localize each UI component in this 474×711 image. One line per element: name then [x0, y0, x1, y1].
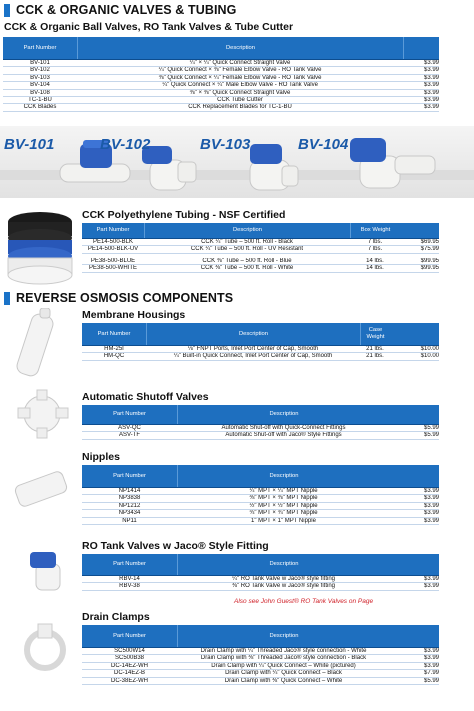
table-row [82, 510, 439, 517]
table-body [82, 576, 439, 591]
cell-desc: CCK ⅜" Tube – 500 ft. Roll - White [200, 265, 294, 272]
cell-desc: ¼" Quick Connect × ¼" Male Elbow Valve - RO Tank Valve [162, 82, 318, 89]
banner-label-bv104: BV-104 [298, 136, 349, 153]
cell-price: $3.99 [403, 75, 439, 81]
section-header-ro [4, 291, 233, 305]
cell-weight: 21 lbs. [366, 346, 384, 352]
cross-reference-note: Also see John Guest® RO Tank Valves on Page [234, 598, 374, 605]
cell-desc: CCK Tube Cutter [217, 96, 263, 103]
cell-desc: Automatic Shut-off with Quick-Connect Fittings [221, 425, 346, 431]
cell-part: TC-1-BU [28, 96, 52, 103]
drain-clamp-image [18, 622, 72, 672]
cell-price: $69.95 [400, 239, 439, 245]
tank-valve-image [26, 546, 72, 594]
cell-desc: ¼" Quick Connect × ⅜" Female Elbow Valve - RO Tank Valve [158, 67, 322, 74]
cell-desc: Automatic Shut-off with Jaco® Style Fittings [225, 432, 342, 439]
membrane-table [82, 323, 439, 361]
col-header-part: Part Number [113, 561, 146, 568]
cell-weight: 14 lbs. [366, 265, 384, 272]
cell-part: BV-101 [30, 60, 50, 66]
subsection-title-membrane: Membrane Housings [82, 309, 186, 321]
table-header [82, 625, 439, 648]
cell-desc: Drain Clamp with ¼" Threaded Jaco® style connection - White [200, 648, 367, 654]
cell-part: RBV-14 [119, 576, 140, 582]
table-row [82, 495, 439, 502]
cell-price: $3.99 [390, 503, 439, 509]
cell-price: $3.99 [403, 67, 439, 73]
col-header-desc: Description [77, 37, 403, 59]
table-row [82, 265, 439, 272]
cell-price: $5.99 [390, 678, 439, 684]
cell-part: DC-38EZ-WH [111, 677, 148, 684]
cell-part: BV-104 [30, 82, 50, 89]
cell-desc: ⅜" RO Tank Valve w Jaco® style fitting [231, 583, 336, 590]
table-row [82, 503, 439, 510]
cell-price: $3.99 [390, 583, 439, 589]
cell-desc: ¼" Built-in Quick Connect, Inlet Port Center of Cap, Smooth [173, 353, 333, 360]
table-body [3, 60, 439, 112]
cell-price: $7.99 [390, 670, 439, 676]
section-header-cck [4, 3, 237, 17]
cell-part: RBV-38 [119, 583, 140, 590]
membrane-housing-image [14, 308, 70, 380]
table-header [82, 223, 439, 239]
cell-desc: ¼" × ¼" Quick Connect Straight Valve [189, 60, 291, 66]
cell-part: PE38-500-WHITE [88, 265, 137, 272]
cell-part: NP3434 [118, 510, 141, 517]
nipple-fitting-image [10, 468, 72, 516]
subsection-title-tubing: CCK Polyethylene Tubing - NSF Certified [82, 209, 286, 221]
banner-label-bv101: BV-101 [4, 136, 55, 153]
table-row [82, 670, 439, 677]
cell-desc: CCK ¼" Tube – 500 ft. Roll - UV Resistant [190, 246, 304, 253]
subsection-title-shutoff: Automatic Shutoff Valves [82, 391, 209, 403]
table-row [82, 432, 439, 439]
shutoff-table [82, 405, 439, 440]
cell-desc: ¼" RO Tank Valve w Jaco® style fitting [231, 576, 336, 582]
cell-part: BV-108 [30, 89, 50, 96]
col-header-desc: Description [177, 625, 390, 647]
col-header-desc: Description [177, 405, 390, 424]
table-body [82, 648, 439, 685]
table-row [3, 60, 439, 67]
cell-price: $5.99 [390, 425, 439, 431]
cell-part: DC-14EZ-B [113, 670, 145, 677]
cell-part: PE14-500-BLK-UV [87, 246, 139, 253]
cell-price: $3.99 [403, 82, 439, 88]
col-header-part: Part Number [113, 472, 146, 479]
table-body [82, 425, 439, 440]
cell-price: $3.99 [390, 576, 439, 582]
table-row [82, 425, 439, 432]
nipples-table [82, 465, 439, 525]
cell-desc: Drain Clamp with ⅜" Threaded Jaco® style connection - Black [200, 655, 367, 662]
drain-table [82, 625, 439, 685]
cell-price: $3.99 [403, 104, 439, 110]
section-title: REVERSE OSMOSIS COMPONENTS [16, 291, 234, 305]
table-row [82, 353, 439, 360]
col-header-weight: Box Weight [350, 223, 400, 238]
table-row [82, 488, 439, 495]
cell-price: $99.95 [400, 265, 439, 271]
col-header-part: Part Number [96, 227, 130, 234]
table-row [82, 239, 439, 246]
cell-part: NP1212 [118, 502, 141, 509]
valves-banner-image [0, 126, 474, 198]
table-row [82, 583, 439, 590]
cell-price: $3.99 [403, 97, 439, 103]
cell-price: $99.95 [400, 258, 439, 264]
cell-price: $3.99 [403, 60, 439, 66]
tankvalves-table [82, 554, 439, 591]
table-header [3, 37, 439, 60]
table-row [3, 104, 439, 111]
banner-label-bv103: BV-103 [200, 136, 251, 153]
cell-price: $3.99 [390, 510, 439, 516]
tubing-rolls-image [4, 208, 76, 286]
cell-price: $3.99 [390, 518, 439, 524]
cell-desc: Drain Clamp with ¼" Quick Connect – White (pictured) [211, 662, 356, 669]
table-row [82, 663, 439, 670]
section-title: CCK & ORGANIC VALVES & TUBING [16, 3, 237, 17]
table-header [82, 405, 439, 425]
cell-desc: ⅜" Quick Connect × ¼" Female Elbow Valve - RO Tank Valve [158, 74, 322, 81]
cell-part: HM-QC [103, 353, 125, 360]
cell-price: $3.99 [390, 488, 439, 494]
cell-desc: CCK ¼" Tube – 500 ft. Roll - Black [201, 239, 293, 245]
cell-desc: ½" MPT × ½" MPT Nipple [249, 502, 318, 509]
tubing-table [82, 223, 439, 273]
cell-weight: 14 lbs. [366, 257, 384, 264]
table-row [82, 246, 439, 253]
table-row [3, 97, 439, 104]
col-header-desc: Description [144, 223, 350, 238]
cell-desc: CCK ⅜" Tube – 500 ft. Roll - Blue [202, 257, 292, 264]
cell-part: NP11 [122, 517, 137, 524]
cell-part: DC-14EZ-WH [111, 662, 148, 669]
cell-desc: ⅜" × ⅜" Quick Connect Straight Valve [189, 89, 291, 96]
table-row [82, 258, 439, 265]
cell-price: $10.00 [390, 353, 439, 359]
cell-desc: ⅜" MPT × ⅜" MPT Nipple [249, 495, 318, 502]
cell-part: SC500B38 [114, 655, 145, 662]
shutoff-valve-image [16, 388, 70, 440]
table-row [82, 678, 439, 685]
cell-desc: ⅛" FNPT Ports, Inlet Port Center of Cap, Smooth [187, 346, 319, 352]
cell-price: $3.99 [390, 663, 439, 669]
table-body [82, 346, 439, 361]
table-row [82, 518, 439, 525]
subsection-title-valves: CCK & Organic Ball Valves, RO Tank Valves & Tube Cutter [4, 21, 294, 33]
cell-part: NP3838 [118, 495, 141, 502]
col-header-part: Part Number [23, 44, 57, 51]
col-header-part: Part Number [113, 632, 146, 639]
col-header-desc: Description [177, 554, 390, 575]
table-header [82, 554, 439, 576]
table-row [82, 346, 439, 353]
cell-price: $3.99 [390, 495, 439, 501]
cell-price: $10.00 [390, 346, 439, 352]
table-row [82, 648, 439, 655]
subsection-title-tankvalves: RO Tank Valves w Jaco® Style Fitting [82, 540, 269, 552]
cell-part: BV-102 [30, 67, 50, 74]
cell-price: $75.99 [400, 246, 439, 252]
section-accent-bar [4, 292, 10, 305]
banner-label-bv102: BV-102 [100, 136, 151, 153]
cell-part: CCK Blades [23, 104, 57, 111]
cell-weight: 7 lbs. [367, 239, 383, 245]
cell-part: PE38-500-BLUE [90, 257, 136, 264]
cell-part: PE14-500-BLK [92, 239, 134, 245]
subsection-title-nipples: Nipples [82, 451, 120, 463]
cell-price: $3.99 [390, 648, 439, 654]
cell-part: NP1414 [118, 488, 141, 494]
cell-desc: Drain Clamp with ¼" Quick Connect – Black [225, 670, 342, 677]
valves-table [3, 37, 439, 112]
cell-price: $5.99 [390, 432, 439, 438]
col-header-desc: Description [146, 323, 360, 345]
cell-desc: ¾" MPT × ¾" MPT Nipple [249, 510, 318, 517]
table-row [3, 82, 439, 89]
table-header [82, 465, 439, 488]
cell-part: BV-103 [30, 74, 50, 81]
table-body [82, 488, 439, 525]
section-accent-bar [4, 4, 10, 17]
table-row [82, 655, 439, 662]
cell-price: $3.99 [403, 90, 439, 96]
cell-weight: 7 lbs. [367, 246, 383, 253]
cell-price: $3.99 [390, 655, 439, 661]
cell-part: HM-25I [104, 346, 124, 352]
cell-part: SC500W14 [114, 648, 145, 654]
table-row [82, 576, 439, 583]
cell-desc: ¼" MPT × ¼" MPT Nipple [249, 488, 318, 494]
table-row [3, 67, 439, 74]
cell-desc: Drain Clamp with ⅜" Quick Connect – White [224, 677, 343, 684]
cell-desc: 1" MPT × 1" MPT Nipple [251, 517, 316, 524]
table-row [3, 75, 439, 82]
table-body [82, 239, 439, 273]
col-header-part: Part Number [113, 411, 146, 418]
col-header-part: Part Number [97, 330, 131, 337]
cell-part: ASV-QC [118, 425, 141, 431]
subsection-title-drain: Drain Clamps [82, 611, 150, 623]
cell-part: ASV-TF [118, 432, 140, 439]
col-header-desc: Description [177, 465, 390, 487]
table-row [3, 90, 439, 97]
valve-bv103-icon [250, 144, 298, 190]
cell-weight: 21 lbs. [366, 353, 384, 360]
col-header-weight: Case Weight [360, 323, 390, 345]
table-header [82, 323, 439, 346]
valve-bv104-icon [350, 138, 435, 188]
cell-desc: CCK Replacement Blades for TC-1-BU [188, 104, 292, 111]
